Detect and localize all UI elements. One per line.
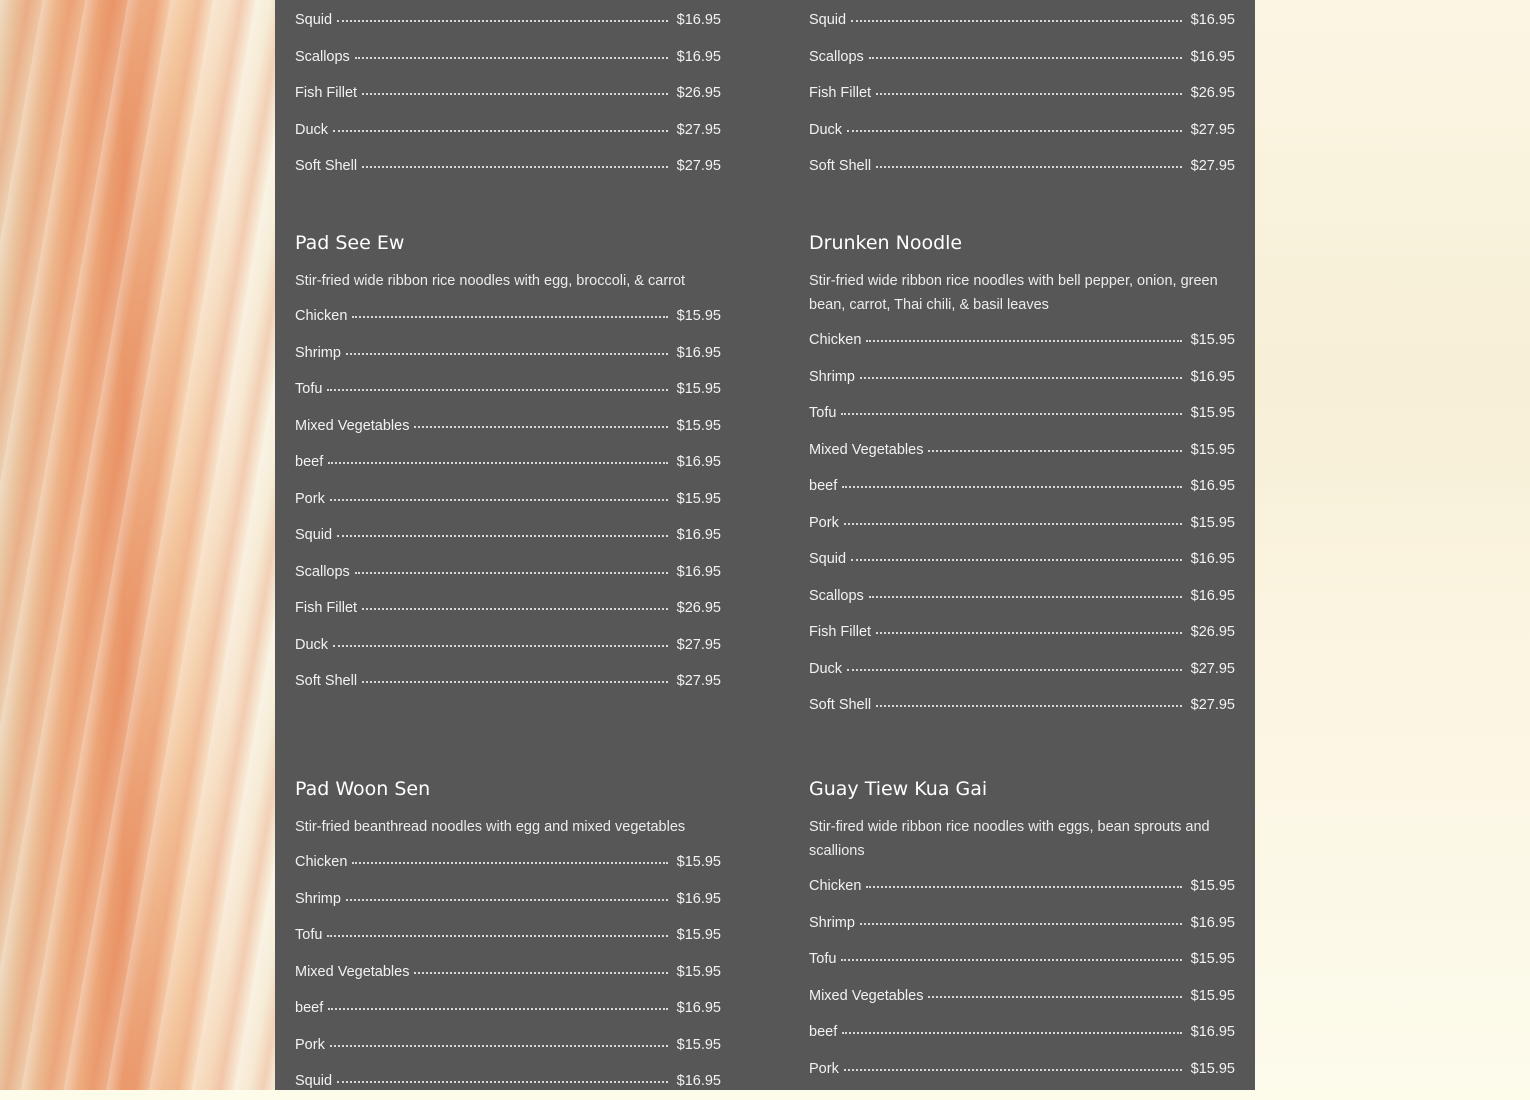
dot-leader [851, 8, 1182, 22]
menu-item-name: Pork [809, 1060, 839, 1077]
menu-item-price: $16.95 [676, 1000, 721, 1016]
menu-item [295, 1063, 721, 1100]
menu-item-name: Tofu [295, 927, 323, 943]
menu-item-name: Mixed Vegetables [809, 441, 924, 458]
menu-item [809, 395, 1235, 432]
menu-item-price: $16.95 [676, 454, 721, 470]
dot-leader [355, 45, 668, 59]
menu-item [295, 844, 721, 881]
section-guay-tiew-kua-gai [809, 776, 1235, 1087]
dot-leader [860, 365, 1182, 379]
menu-item-name: beef [809, 1024, 838, 1040]
menu-item [295, 2, 721, 39]
menu-item-name: Fish Fillet [809, 85, 872, 101]
menu-item [295, 39, 721, 76]
menu-item-price: $27.95 [1190, 697, 1235, 713]
menu-item-price: $16.95 [1190, 587, 1235, 604]
dot-leader [841, 401, 1182, 415]
menu-item-name: Scallops [295, 563, 350, 580]
menu-item [295, 112, 721, 149]
menu-item [809, 578, 1235, 615]
menu-item [295, 298, 721, 335]
menu-item-name: Squid [809, 12, 847, 28]
section-title: Pad See Ew [295, 232, 405, 254]
menu-item-name: Soft Shell [809, 158, 872, 174]
menu-item-price: $15.95 [1190, 987, 1235, 1004]
section-top-right [809, 2, 1235, 185]
dot-leader [876, 693, 1182, 707]
menu-item [809, 75, 1235, 112]
menu-item-name: Mixed Vegetables [295, 963, 410, 980]
menu-item [295, 554, 721, 591]
dot-leader [337, 1069, 668, 1083]
menu-item [295, 148, 721, 185]
menu-item-price: $15.95 [676, 963, 721, 980]
menu-item [809, 432, 1235, 469]
menu-item-name: Soft Shell [809, 697, 872, 713]
menu-item-name: Chicken [809, 878, 862, 894]
section-pad-woon-sen [295, 776, 721, 1100]
menu-item-name: Mixed Vegetables [809, 987, 924, 1004]
dot-leader [328, 450, 668, 464]
menu-panel [275, 0, 1255, 1090]
menu-item [809, 505, 1235, 542]
menu-item-price: $16.95 [1190, 12, 1235, 28]
dot-leader [876, 81, 1182, 95]
dot-leader [847, 657, 1182, 671]
menu-item-name: Shrimp [295, 344, 341, 361]
dot-leader [362, 154, 668, 168]
dot-leader [842, 474, 1182, 488]
menu-item [295, 954, 721, 991]
dot-leader [842, 1020, 1182, 1034]
menu-item-price: $16.95 [1190, 551, 1235, 567]
menu-item [809, 868, 1235, 905]
menu-item-name: beef [295, 1000, 324, 1016]
menu-item-name: Soft Shell [295, 158, 358, 174]
dot-leader [333, 633, 668, 647]
menu-item [809, 39, 1235, 76]
menu-item [809, 651, 1235, 688]
menu-item-price: $16.95 [676, 344, 721, 361]
menu-item [809, 359, 1235, 396]
section-drunken-noodle [809, 230, 1235, 724]
dot-leader [841, 947, 1182, 961]
menu-item-name: Shrimp [295, 890, 341, 907]
menu-item-name: Pork [809, 514, 839, 531]
menu-item-price: $26.95 [676, 85, 721, 101]
menu-item [295, 371, 721, 408]
dot-leader [352, 304, 668, 318]
dot-leader [328, 996, 668, 1010]
menu-item-name: Scallops [809, 587, 864, 604]
menu-item-price: $16.95 [1190, 1024, 1235, 1040]
dot-leader [327, 923, 668, 937]
menu-item-price: $15.95 [1190, 441, 1235, 458]
menu-item [809, 468, 1235, 505]
menu-item [809, 322, 1235, 359]
menu-item-name: Squid [295, 1073, 333, 1089]
menu-item-price: $27.95 [676, 636, 721, 653]
menu-item-name: Tofu [809, 951, 837, 967]
menu-item-name: Scallops [809, 48, 864, 65]
dot-leader [362, 596, 668, 610]
menu-item-name: Chicken [295, 854, 348, 870]
menu-item [809, 687, 1235, 724]
menu-item-price: $16.95 [676, 527, 721, 543]
menu-item-name: Duck [295, 636, 329, 653]
menu-item-price: $27.95 [1190, 660, 1235, 677]
menu-item-price: $15.95 [676, 854, 721, 870]
menu-item-price: $16.95 [1190, 478, 1235, 494]
dot-leader [414, 960, 668, 974]
menu-item-price: $15.95 [1190, 951, 1235, 967]
menu-item [809, 978, 1235, 1015]
menu-item-price: $16.95 [1190, 368, 1235, 385]
menu-item-price: $15.95 [676, 381, 721, 397]
menu-item-price: $15.95 [1190, 514, 1235, 531]
menu-item-name: Fish Fillet [295, 85, 358, 101]
menu-item-name: Chicken [295, 308, 348, 324]
menu-item [295, 627, 721, 664]
dot-leader [869, 45, 1182, 59]
section-description: Stir-fried wide ribbon rice noodles with egg, broccoli, & carrot [295, 273, 686, 289]
menu-item-price: $15.95 [676, 308, 721, 324]
menu-item-name: beef [809, 478, 838, 494]
menu-item [809, 112, 1235, 149]
menu-item-price: $15.95 [1190, 332, 1235, 348]
dot-leader [337, 523, 668, 537]
menu-item-name: Fish Fillet [809, 624, 872, 640]
menu-item-price: $15.95 [676, 417, 721, 434]
menu-item [295, 408, 721, 445]
menu-item [809, 1051, 1235, 1088]
dot-leader [346, 887, 668, 901]
dot-leader [869, 584, 1182, 598]
section-top-left [295, 2, 721, 185]
menu-item-price: $16.95 [676, 563, 721, 580]
dot-leader [327, 377, 668, 391]
section-pad-see-ew [295, 230, 721, 700]
menu-item-price: $15.95 [1190, 878, 1235, 894]
menu-item-price: $27.95 [676, 121, 721, 138]
menu-item-price: $27.95 [1190, 158, 1235, 174]
dot-leader [414, 414, 668, 428]
menu-item-name: Scallops [295, 48, 350, 65]
menu-item-price: $26.95 [676, 600, 721, 616]
menu-item-name: Fish Fillet [295, 600, 358, 616]
dot-leader [362, 81, 668, 95]
menu-item-name: Tofu [295, 381, 323, 397]
section-description: Stir-fried wide ribbon rice noodles with bell pepper, onion, green bean, carrot, Thai chili, & basil leaves [809, 273, 1218, 313]
menu-item-name: Shrimp [809, 914, 855, 931]
dot-leader [844, 511, 1182, 525]
menu-item-price: $15.95 [1190, 1060, 1235, 1077]
dot-leader [362, 669, 668, 683]
dot-leader [847, 118, 1182, 132]
background-left [0, 0, 275, 1090]
menu-item-name: Shrimp [809, 368, 855, 385]
section-title: Guay Tiew Kua Gai [809, 778, 988, 800]
menu-item [295, 517, 721, 554]
menu-item-name: Squid [809, 551, 847, 567]
menu-item-name: beef [295, 454, 324, 470]
menu-item [809, 941, 1235, 978]
menu-item [809, 614, 1235, 651]
menu-item [295, 444, 721, 481]
menu-item [809, 541, 1235, 578]
menu-item-price: $26.95 [1190, 624, 1235, 640]
menu-item-price: $16.95 [676, 12, 721, 28]
menu-item-name: Squid [295, 527, 333, 543]
menu-item-price: $16.95 [676, 890, 721, 907]
menu-item-name: Pork [295, 1036, 325, 1053]
dot-leader [860, 911, 1182, 925]
menu-item-name: Duck [809, 660, 843, 677]
dot-leader [866, 874, 1182, 888]
menu-item-price: $16.95 [676, 48, 721, 65]
menu-item [295, 75, 721, 112]
dot-leader [330, 1033, 668, 1047]
menu-item-name: Duck [809, 121, 843, 138]
section-description: Stir-fried beanthread noodles with egg and mixed vegetables [295, 819, 686, 835]
menu-item-price: $16.95 [676, 1073, 721, 1089]
dot-leader [330, 487, 668, 501]
menu-item [295, 990, 721, 1027]
menu-item [295, 590, 721, 627]
menu-item [809, 905, 1235, 942]
menu-item-price: $27.95 [676, 158, 721, 174]
menu-item-name: Soft Shell [295, 673, 358, 689]
menu-item [295, 917, 721, 954]
menu-item-price: $27.95 [676, 673, 721, 689]
menu-item-name: Pork [295, 490, 325, 507]
dot-leader [352, 850, 668, 864]
dot-leader [928, 438, 1182, 452]
dot-leader [928, 984, 1182, 998]
menu-item [295, 881, 721, 918]
dot-leader [346, 341, 668, 355]
menu-item-price: $15.95 [676, 1036, 721, 1053]
dot-leader [333, 118, 668, 132]
menu-item-price: $15.95 [676, 490, 721, 507]
menu-item-price: $15.95 [676, 927, 721, 943]
dot-leader [876, 620, 1182, 634]
menu-item-name: Duck [295, 121, 329, 138]
background-right [1255, 0, 1530, 1090]
menu-item-price: $16.95 [1190, 914, 1235, 931]
menu-item-price: $27.95 [1190, 121, 1235, 138]
dot-leader [876, 154, 1182, 168]
menu-item [809, 1014, 1235, 1051]
dot-leader [851, 547, 1182, 561]
section-title: Drunken Noodle [809, 232, 963, 254]
dot-leader [844, 1057, 1182, 1071]
menu-item-price: $26.95 [1190, 85, 1235, 101]
menu-item [809, 148, 1235, 185]
dot-leader [337, 8, 668, 22]
menu-item [295, 663, 721, 700]
section-title: Pad Woon Sen [295, 778, 431, 800]
menu-item [295, 335, 721, 372]
dot-leader [866, 328, 1182, 342]
section-description: Stir-fired wide ribbon rice noodles with eggs, bean sprouts and scallions [809, 819, 1210, 859]
menu-item-name: Mixed Vegetables [295, 417, 410, 434]
menu-item [809, 2, 1235, 39]
menu-item [295, 481, 721, 518]
menu-item-name: Chicken [809, 332, 862, 348]
menu-item-price: $15.95 [1190, 405, 1235, 421]
menu-item-name: Tofu [809, 405, 837, 421]
dot-leader [355, 560, 668, 574]
menu-item [295, 1027, 721, 1064]
menu-item-name: Squid [295, 12, 333, 28]
menu-item-price: $16.95 [1190, 48, 1235, 65]
